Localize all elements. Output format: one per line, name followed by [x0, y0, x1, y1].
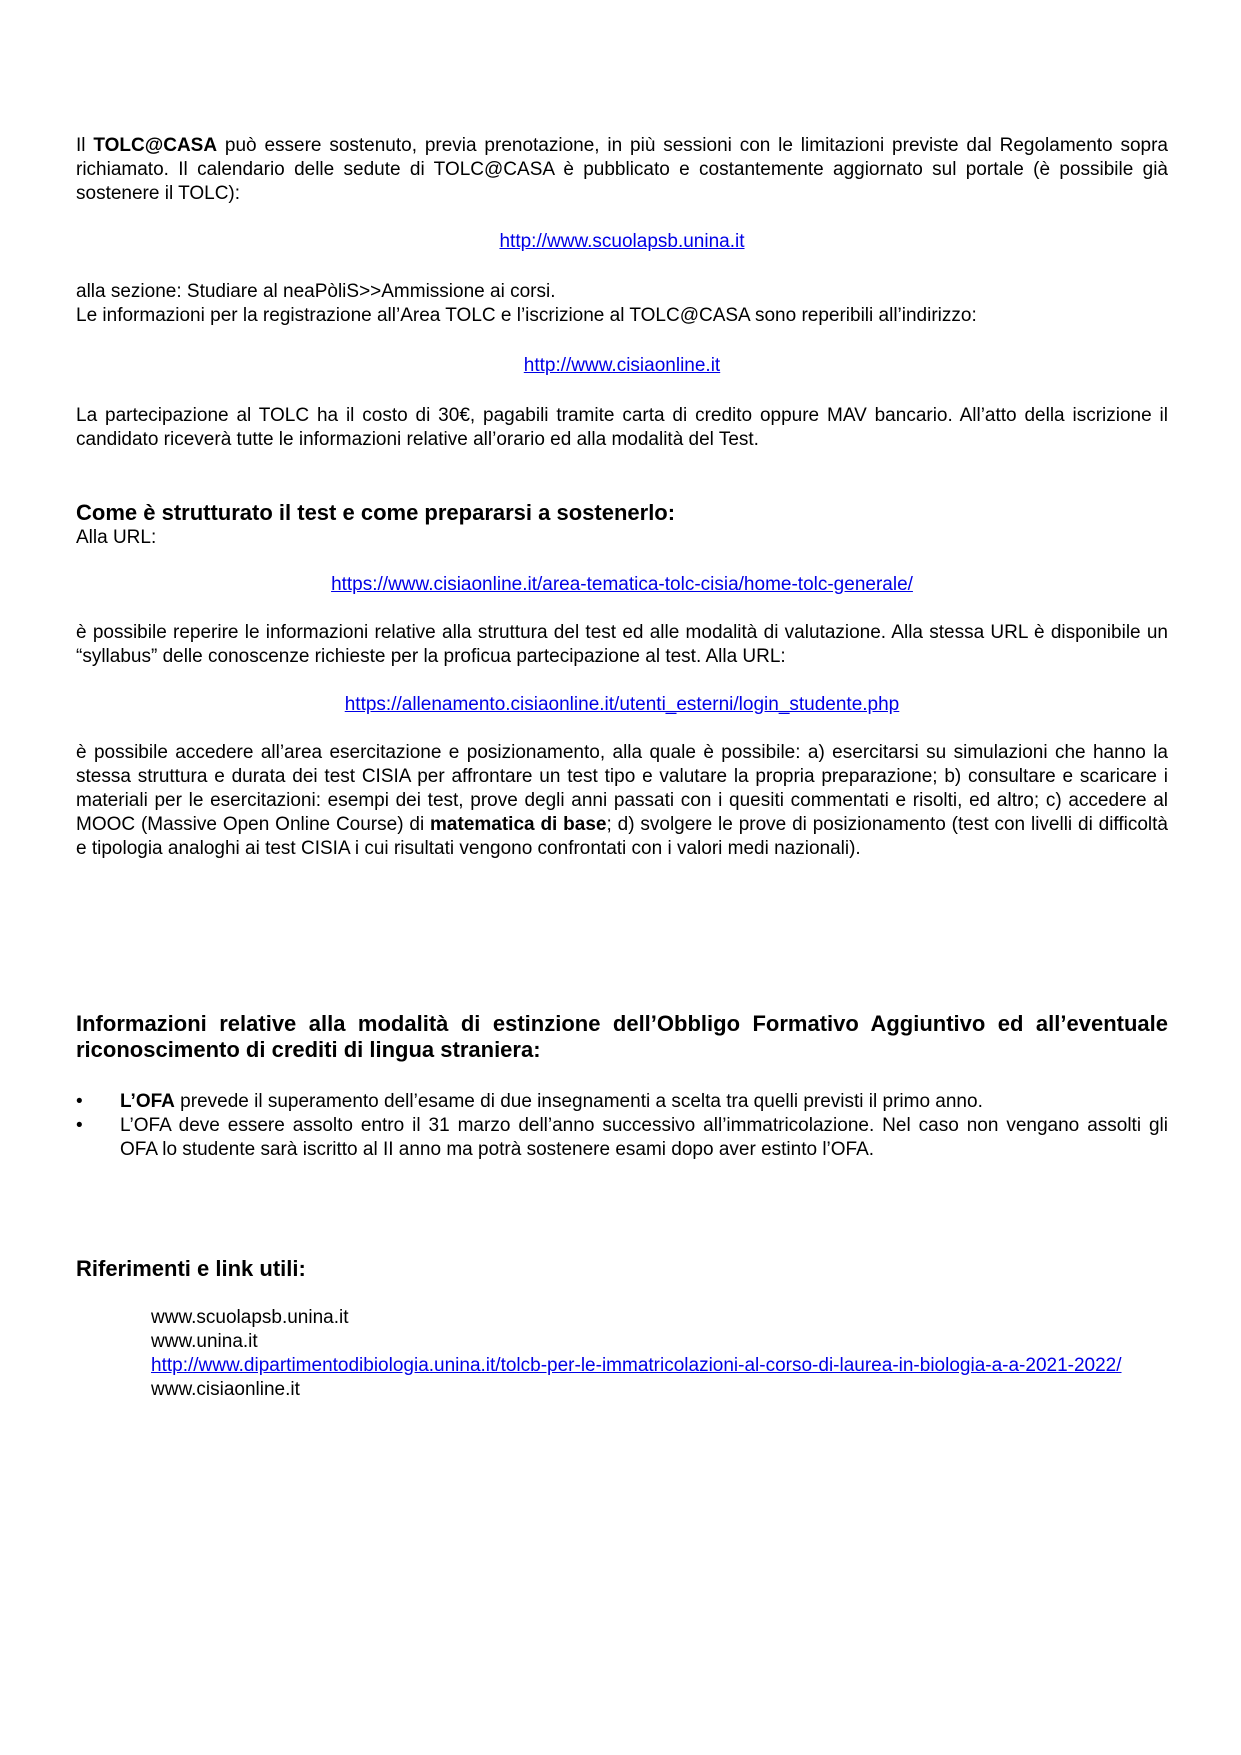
references-list: [151, 1306, 1168, 1402]
link-allenamento[interactable]: https://allenamento.cisiaonline.it/utenti_esterni/login_studente.php: [344, 694, 900, 715]
reference-item: [151, 1354, 1168, 1378]
bold-text: matematica di base: [430, 814, 607, 835]
paragraph-sezione: [76, 280, 1168, 328]
reference-item: www.unina.it: [151, 1331, 258, 1352]
reference-item: www.cisiaonline.it: [151, 1379, 300, 1400]
section-heading-riferimenti: Riferimenti e link utili:: [76, 1256, 306, 1281]
bold-text: TOLC@CASA: [93, 135, 218, 156]
text-line: alla sezione: Studiare al neaPòliS>>Ammissione ai corsi.: [76, 281, 556, 302]
section-heading-struttura: Come è strutturato il test e come prepararsi a sostenerlo:: [76, 500, 676, 525]
reference-item: www.scuolapsb.unina.it: [151, 1307, 349, 1328]
link-scuolapsb[interactable]: http://www.scuolapsb.unina.it: [499, 231, 745, 252]
paragraph-costo: La partecipazione al TOLC ha il costo di 30€, pagabili tramite carta di credito oppure MAV bancario. All’atto della iscrizione il candidato riceverà tutte le informazioni relative all’orario ed alla modalità del Test.: [76, 405, 1168, 450]
text: è possibile accedere all’area esercitazione e posizionamento, alla quale è possibile: a) esercitarsi su simulazioni che hanno la stessa struttura e durata dei test CISIA per affrontare un test tipo e valutare la propria preparazione; b) consultare e scaricare i materiali per le esercitazioni: esempi dei test, prove degli anni passati con i quesiti commentati e risolti, ed altro; c) accedere al MOOC (Massive Open Online Course) di: [76, 742, 1168, 835]
link-cisiaonline[interactable]: http://www.cisiaonline.it: [523, 355, 721, 376]
list-item: [76, 1114, 1168, 1162]
bold-text: L’OFA: [120, 1091, 175, 1112]
link-row: [76, 693, 1168, 717]
text: può essere sostenuto, previa prenotazione, in più sessioni con le limitazioni previste dal Regolamento sopra richiamato. Il calendario delle sedute di TOLC@CASA è pubblicato e costantemente aggiornato sul portale (è possibile già sostenere il TOLC):: [76, 135, 1168, 204]
list-item: [76, 1090, 1168, 1114]
bullet-icon: •: [76, 1115, 83, 1136]
bullet-icon: •: [76, 1091, 83, 1112]
ofa-list: [76, 1090, 1168, 1162]
text-line: Le informazioni per la registrazione all’Area TOLC e l’iscrizione al TOLC@CASA sono reperibili all’indirizzo:: [76, 305, 977, 326]
link-tolc-generale[interactable]: https://www.cisiaonline.it/area-tematica-tolc-cisia/home-tolc-generale/: [331, 574, 913, 595]
text: Il: [76, 135, 94, 156]
text: L’OFA deve essere assolto entro il 31 marzo dell’anno successivo all’immatricolazione. Nel caso non vengano assolti gli OFA lo studente sarà iscritto al II anno ma potrà sostenere esami dopo aver estinto l’OFA.: [120, 1115, 1168, 1160]
link-row: [76, 354, 1168, 378]
section-heading-ofa: Informazioni relative alla modalità di estinzione dell’Obbligo Formativo Aggiuntivo ed all’eventuale riconoscimento di crediti di lingua straniera:: [76, 1011, 1168, 1062]
text: ; d) svolgere le prove di posizionamento (test con livelli di difficoltà e tipologia analoghi ai test CISIA i cui risultati vengono confrontati con i valori medi nazionali).: [76, 814, 1168, 859]
paragraph-esercitazione: [76, 741, 1168, 861]
link-row: [76, 230, 1168, 254]
paragraph-struttura: è possibile reperire le informazioni relative alla struttura del test ed alle modalità di valutazione. Alla stessa URL è disponibile un “syllabus” delle conoscenze richieste per la proficua partecipazione al test. Alla URL:: [76, 622, 1168, 667]
text-alla-url: Alla URL:: [76, 527, 157, 548]
text: prevede il superamento dell’esame di due insegnamenti a scelta tra quelli previsti il primo anno.: [174, 1091, 983, 1112]
link-dipartimento-biologia[interactable]: http://www.dipartimentodibiologia.unina.it/tolcb-per-le-immatricolazioni-al-corso-di-laurea-in-biologia-a-a-2021-2022/: [151, 1355, 1122, 1376]
link-row: [76, 573, 1168, 597]
paragraph-tolc-casa: [76, 134, 1168, 206]
